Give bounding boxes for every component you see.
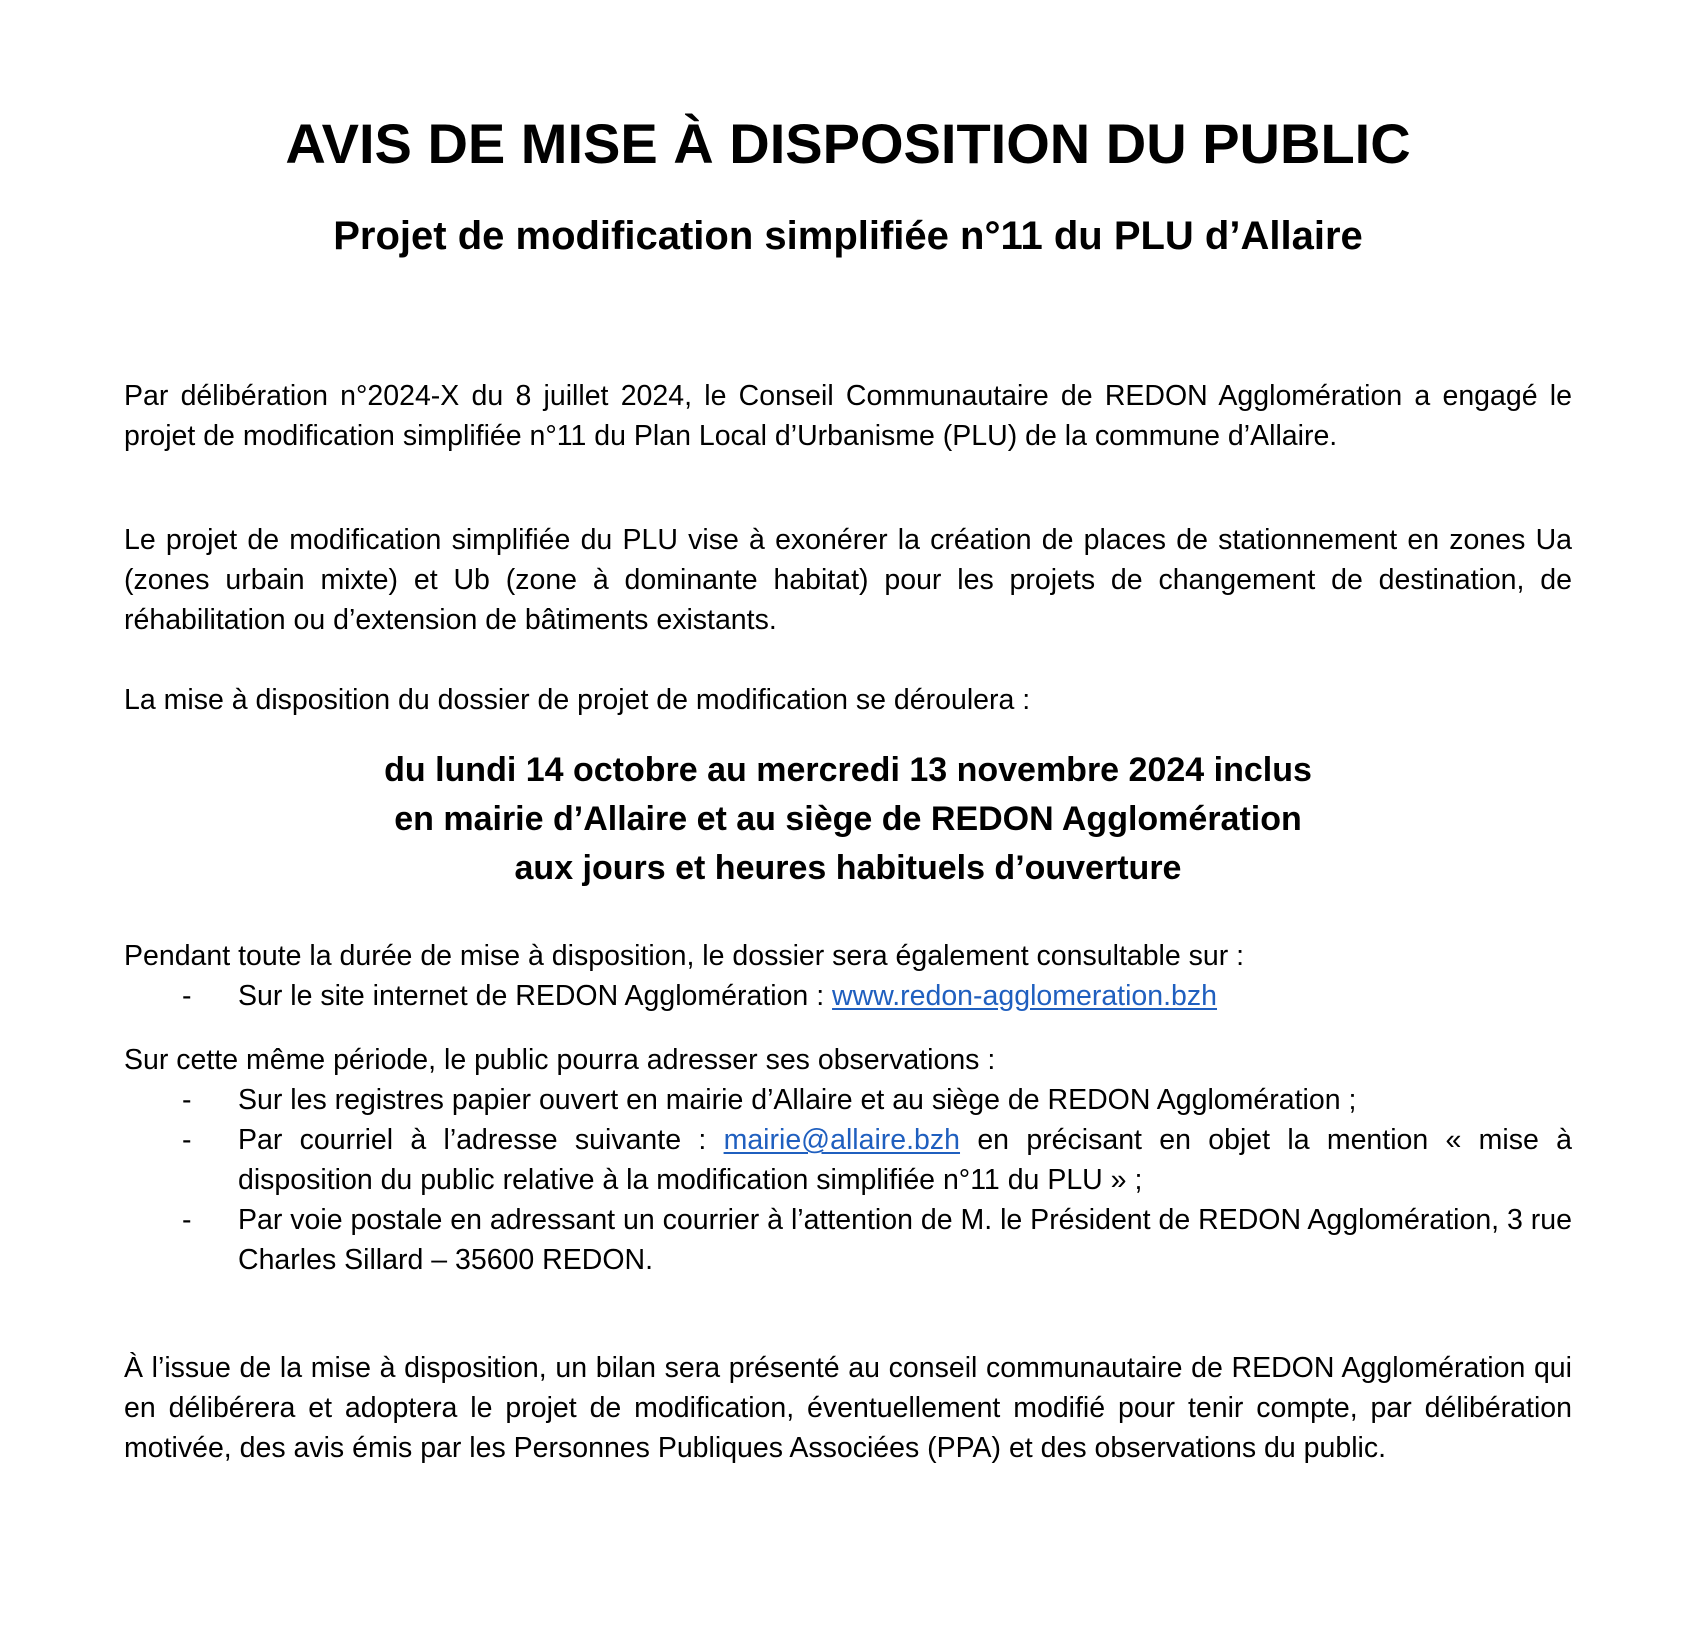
consult-list bbox=[124, 976, 1572, 1016]
schedule-highlight bbox=[124, 746, 1572, 893]
document-page bbox=[124, 0, 1572, 1642]
paragraph-schedule-intro: La mise à disposition du dossier de projet de modification se déroulera : bbox=[124, 684, 1031, 716]
list-item-text: Sur le site internet de REDON Agglomération : bbox=[238, 980, 833, 1012]
list-item bbox=[124, 1200, 1572, 1280]
list-item bbox=[124, 1120, 1572, 1200]
paragraph-deliberation: Par délibération n°2024-X du 8 juillet 2024, le Conseil Communautaire de REDON Agglomération a engagé le projet de modification simplifiée n°11 du Plan Local d’Urbanisme (PLU) de la commune d’Allaire. bbox=[124, 380, 1572, 452]
email-link[interactable]: mairie@allaire.bzh bbox=[723, 1124, 961, 1156]
list-item-text: Par courriel à l’adresse suivante : bbox=[238, 1124, 724, 1156]
page-subtitle: Projet de modification simplifiée n°11 du PLU d’Allaire bbox=[333, 214, 1363, 258]
paragraph-conclusion: À l’issue de la mise à disposition, un bilan sera présenté au conseil communautaire de REDON Agglomération qui en délibérera et adoptera le projet de modification, éventuellement modifié pour tenir compte, par délibération motivée, des avis émis par les Personnes Publiques Associées (PPA) et des observations du public. bbox=[124, 1352, 1572, 1464]
list-item-text: Sur les registres papier ouvert en mairie d’Allaire et au siège de REDON Agglomération ; bbox=[238, 1084, 1357, 1116]
list-item-text: en précisant en objet la mention « mise à disposition du public relative à la modification simplifiée n°11 du PLU » ; bbox=[238, 1124, 1573, 1196]
list-dash: - bbox=[182, 980, 192, 1012]
list-item-text: Par voie postale en adressant un courrier à l’attention de M. le Président de REDON Agglomération, 3 rue Charles Sillard – 35600 REDON. bbox=[238, 1204, 1572, 1276]
paragraph-consult-intro: Pendant toute la durée de mise à disposition, le dossier sera également consultable sur : bbox=[124, 940, 1245, 972]
list-item bbox=[124, 976, 1572, 1016]
page-title: AVIS DE MISE À DISPOSITION DU PUBLIC bbox=[285, 112, 1411, 175]
list-dash: - bbox=[182, 1084, 192, 1116]
schedule-dates: du lundi 14 octobre au mercredi 13 novembre 2024 inclus bbox=[384, 751, 1312, 789]
paragraph-observations-intro: Sur cette même période, le public pourra adresser ses observations : bbox=[124, 1044, 996, 1076]
website-link[interactable]: www.redon-agglomeration.bzh bbox=[832, 980, 1218, 1012]
schedule-locations: en mairie d’Allaire et au siège de REDON Agglomération bbox=[394, 800, 1302, 838]
list-dash: - bbox=[182, 1204, 192, 1236]
paragraph-project-purpose: Le projet de modification simplifiée du PLU vise à exonérer la création de places de stationnement en zones Ua (zones urbain mixte) et Ub (zone à dominante habitat) pour les projets de changement de destination, de réhabilitation ou d’extension de bâtiments existants. bbox=[124, 524, 1572, 636]
observations-list bbox=[124, 1080, 1572, 1280]
schedule-hours: aux jours et heures habituels d’ouverture bbox=[514, 849, 1182, 887]
list-item bbox=[124, 1080, 1572, 1120]
list-dash: - bbox=[182, 1124, 192, 1156]
